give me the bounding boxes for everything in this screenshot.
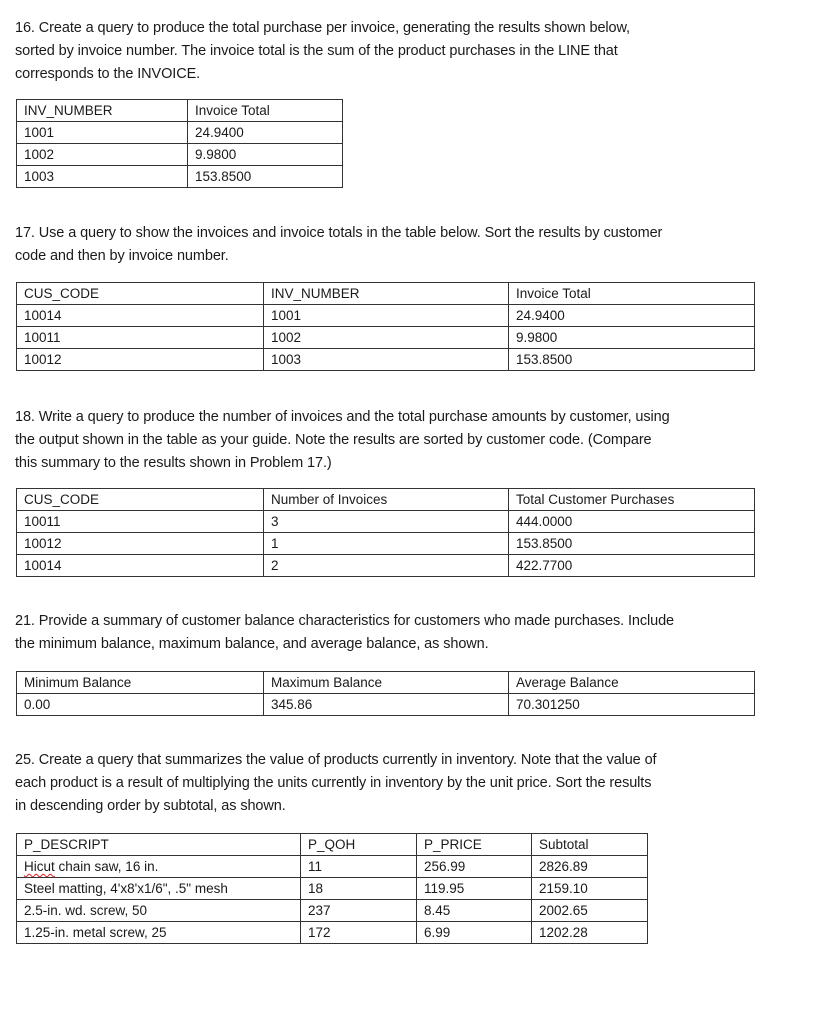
table-cell: 2002.65 [532,900,648,922]
column-header: Number of Invoices [264,489,509,511]
result-table-q16 [16,99,343,188]
table-cell: 2 [264,555,509,577]
table-cell: 0.00 [17,694,264,716]
question-q17-text [15,222,662,268]
table-cell: 11 [301,856,417,878]
column-header: Maximum Balance [264,672,509,694]
question-text-line: the output shown in the table as your guide. Note the results are sorted by customer code. (Compare [15,432,652,448]
table-cell: 422.7700 [509,555,755,577]
result-table-q18 [16,488,755,577]
table-cell: 2.5-in. wd. screw, 50 [17,900,301,922]
column-header: Average Balance [509,672,755,694]
column-header: P_DESCRIPT [17,834,301,856]
table-header-row [17,283,755,305]
table-cell: 2159.10 [532,878,648,900]
question-text-line: each product is a result of multiplying the units currently in inventory by the unit price. Sort the results [15,775,652,791]
table-cell: 24.9400 [188,122,343,144]
table-cell: 10012 [17,533,264,555]
table-header-row [17,672,755,694]
result-table-q21 [16,671,755,716]
question-q16-text [15,17,630,86]
column-header: INV_NUMBER [264,283,509,305]
table-cell: 256.99 [417,856,532,878]
table-row [17,856,648,878]
table-cell: 345.86 [264,694,509,716]
table-cell: 70.301250 [509,694,755,716]
question-text-line: this summary to the results shown in Problem 17.) [15,455,332,471]
column-header: Invoice Total [509,283,755,305]
table-row [17,122,343,144]
column-header: Subtotal [532,834,648,856]
question-text-line: in descending order by subtotal, as shown. [15,798,286,814]
table-cell: 444.0000 [509,511,755,533]
table-header-row [17,489,755,511]
column-header: Invoice Total [188,100,343,122]
question-text-line: 25. Create a query that summarizes the value of products currently in inventory. Note that the value of [15,752,657,768]
spellcheck-underline: Hicut [24,859,55,874]
table-header-row [17,834,648,856]
question-text-line: 16. Create a query to produce the total purchase per invoice, generating the results shown below, [15,20,630,36]
question-text-line: 17. Use a query to show the invoices and invoice totals in the table below. Sort the results by customer [15,225,663,241]
table-cell: 18 [301,878,417,900]
result-table-q25 [16,833,648,944]
table-cell: 1003 [17,166,188,188]
question-text-line: sorted by invoice number. The invoice total is the sum of the product purchases in the LINE that [15,43,618,59]
table-cell: 10014 [17,555,264,577]
question-q18-text [15,406,670,475]
table-row [17,144,343,166]
table-cell: 6.99 [417,922,532,944]
table-row [17,694,755,716]
table-cell: 153.8500 [509,533,755,555]
table-row [17,166,343,188]
table-cell: 172 [301,922,417,944]
table-cell: 10011 [17,511,264,533]
table-row [17,327,755,349]
question-q25-text [15,749,656,818]
table-cell: 1 [264,533,509,555]
table-cell: 1003 [264,349,509,371]
table-row [17,878,648,900]
table-cell: 24.9400 [509,305,755,327]
result-table-q17 [16,282,755,371]
table-cell: 9.9800 [509,327,755,349]
column-header: INV_NUMBER [17,100,188,122]
table-cell: 119.95 [417,878,532,900]
table-cell: 1202.28 [532,922,648,944]
question-text-line: 21. Provide a summary of customer balance characteristics for customers who made purchases. Include [15,613,675,629]
table-cell: 2826.89 [532,856,648,878]
table-cell: 237 [301,900,417,922]
table-cell: 9.9800 [188,144,343,166]
table-cell: 3 [264,511,509,533]
table-cell: 8.45 [417,900,532,922]
column-header: Minimum Balance [17,672,264,694]
table-cell: 1001 [17,122,188,144]
table-row [17,555,755,577]
table-cell: 153.8500 [188,166,343,188]
question-text-line: 18. Write a query to produce the number of invoices and the total purchase amounts by customer, using [15,409,670,425]
table-cell: 10012 [17,349,264,371]
table-row [17,305,755,327]
table-row [17,511,755,533]
column-header: CUS_CODE [17,283,264,305]
table-cell: 1002 [264,327,509,349]
table-cell: 1002 [17,144,188,166]
question-text-line: code and then by invoice number. [15,248,229,264]
table-row [17,349,755,371]
table-row [17,922,648,944]
column-header: P_PRICE [417,834,532,856]
table-cell: 1.25-in. metal screw, 25 [17,922,301,944]
table-row [17,900,648,922]
table-cell: Hicut chain saw, 16 in. [17,856,301,878]
table-row [17,533,755,555]
column-header: CUS_CODE [17,489,264,511]
table-cell: 1001 [264,305,509,327]
table-cell: Steel matting, 4'x8'x1/6", .5" mesh [17,878,301,900]
table-header-row [17,100,343,122]
column-header: P_QOH [301,834,417,856]
table-cell: 10011 [17,327,264,349]
column-header: Total Customer Purchases [509,489,755,511]
table-cell: 10014 [17,305,264,327]
question-q21-text [15,610,674,656]
table-cell: 153.8500 [509,349,755,371]
question-text-line: the minimum balance, maximum balance, and average balance, as shown. [15,636,489,652]
question-text-line: corresponds to the INVOICE. [15,66,201,82]
